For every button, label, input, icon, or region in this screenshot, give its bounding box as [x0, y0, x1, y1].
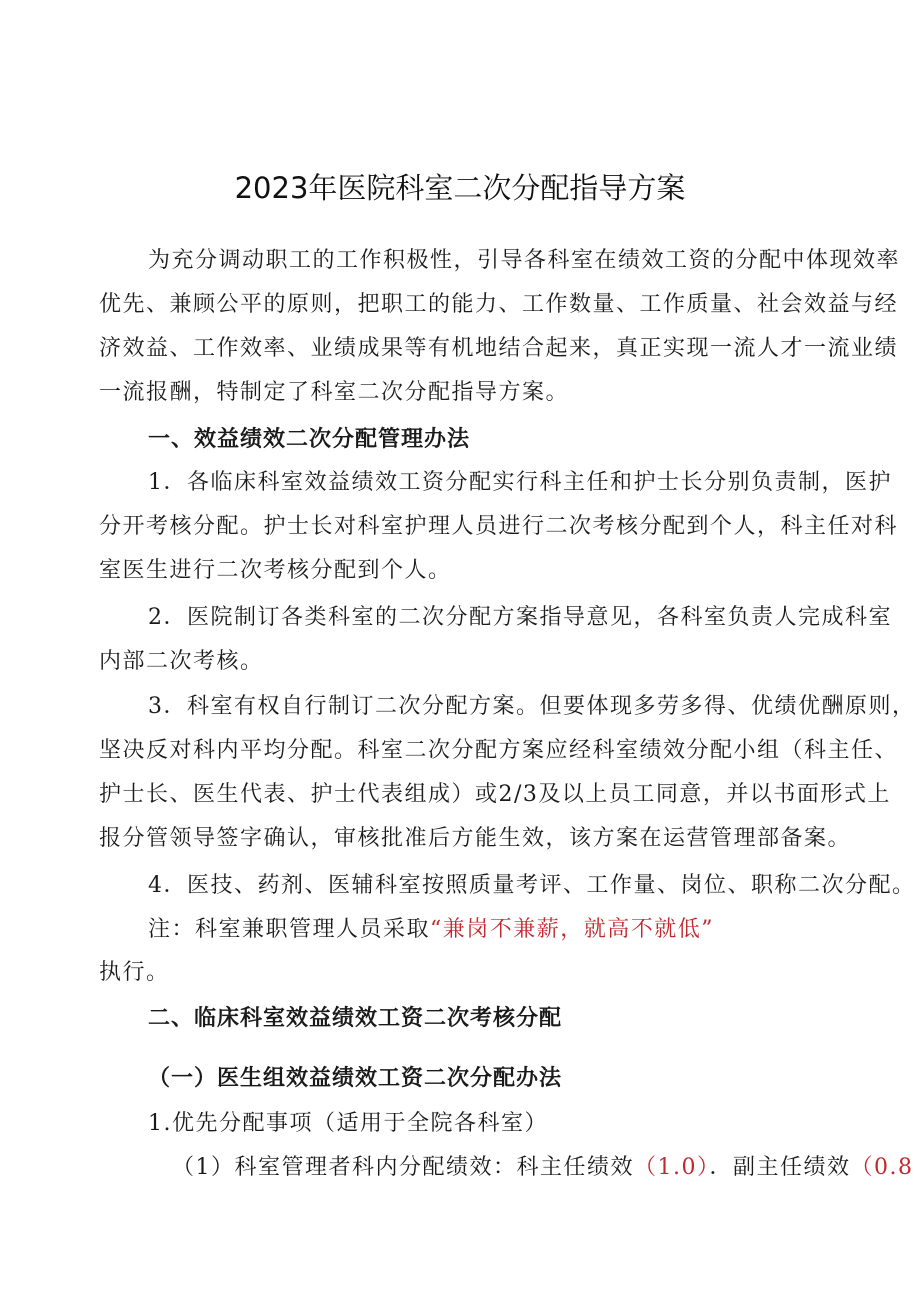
section1-item3-line-3: 护士长、医生代表、护士代表组成）或2/3及以上员工同意，并以书面形式上	[99, 782, 891, 807]
sub-item-text-2: ．副主任绩效	[709, 1155, 851, 1180]
document-title: 2023年医院科室二次分配指导方案	[234, 171, 686, 205]
section1-note	[148, 915, 714, 945]
intro-line-1: 为充分调动职工的工作积极性，引导各科室在绩效工资的分配中体现效率	[148, 248, 901, 273]
note-quote: “兼岗不兼薪，就高不就低”	[430, 917, 715, 942]
section2-item1: 1.优先分配事项（适用于全院各科室）	[148, 1111, 548, 1136]
section1-item2-line-1: 2．医院制订各类科室的二次分配方案指导意见，各科室负责人完成科室	[148, 605, 892, 630]
section1-item1-line-2: 分开考核分配。护士长对科室护理人员进行二次考核分配到个人，科主任对科	[99, 514, 899, 539]
intro-line-4: 一流报酬，特制定了科室二次分配指导方案。	[99, 380, 570, 405]
section1-item4: 4．医技、药剂、医辅科室按照质量考评、工作量、岗位、职称二次分配。	[148, 873, 916, 898]
section1-item1-line-1: 1．各临床科室效益绩效工资分配实行科主任和护士长分别负责制，医护	[148, 470, 892, 495]
intro-line-2: 优先、兼顾公平的原则，把职工的能力、工作数量、工作质量、社会效益与经	[99, 292, 899, 317]
section1-item2-line-2: 内部二次考核。	[99, 649, 264, 674]
section1-heading: 一、效益绩效二次分配管理办法	[148, 427, 471, 452]
section2-sub-item-1	[172, 1153, 914, 1183]
note-suffix: 执行。	[99, 960, 170, 985]
section1-item1-line-3: 室医生进行二次考核分配到个人。	[99, 558, 452, 583]
sub-item-value-2: （0.8	[850, 1155, 914, 1180]
section1-item3-line-1: 3．科室有权自行制订二次分配方案。但要体现多劳多得、优绩优酬原则，	[148, 694, 916, 719]
note-prefix: 注：科室兼职管理人员采取	[148, 917, 431, 942]
sub-item-value-1: （1.0）	[634, 1155, 710, 1180]
section1-item3-line-2: 坚决反对科内平均分配。科室二次分配方案应经科室绩效分配小组（科主任、	[99, 738, 899, 763]
intro-line-3: 济效益、工作效率、业绩成果等有机地结合起来，真正实现一流人才一流业绩	[99, 336, 899, 361]
sub-item-text-1: （1）科室管理者科内分配绩效：科主任绩效	[172, 1155, 634, 1180]
section1-item3-line-4: 报分管领导签字确认，审核批准后方能生效，该方案在运营管理部备案。	[99, 826, 852, 851]
section2-heading: 二、临床科室效益绩效工资二次考核分配	[148, 1006, 563, 1031]
section2-sub1-heading: （一）医生组效益绩效工资二次分配办法	[148, 1066, 563, 1091]
